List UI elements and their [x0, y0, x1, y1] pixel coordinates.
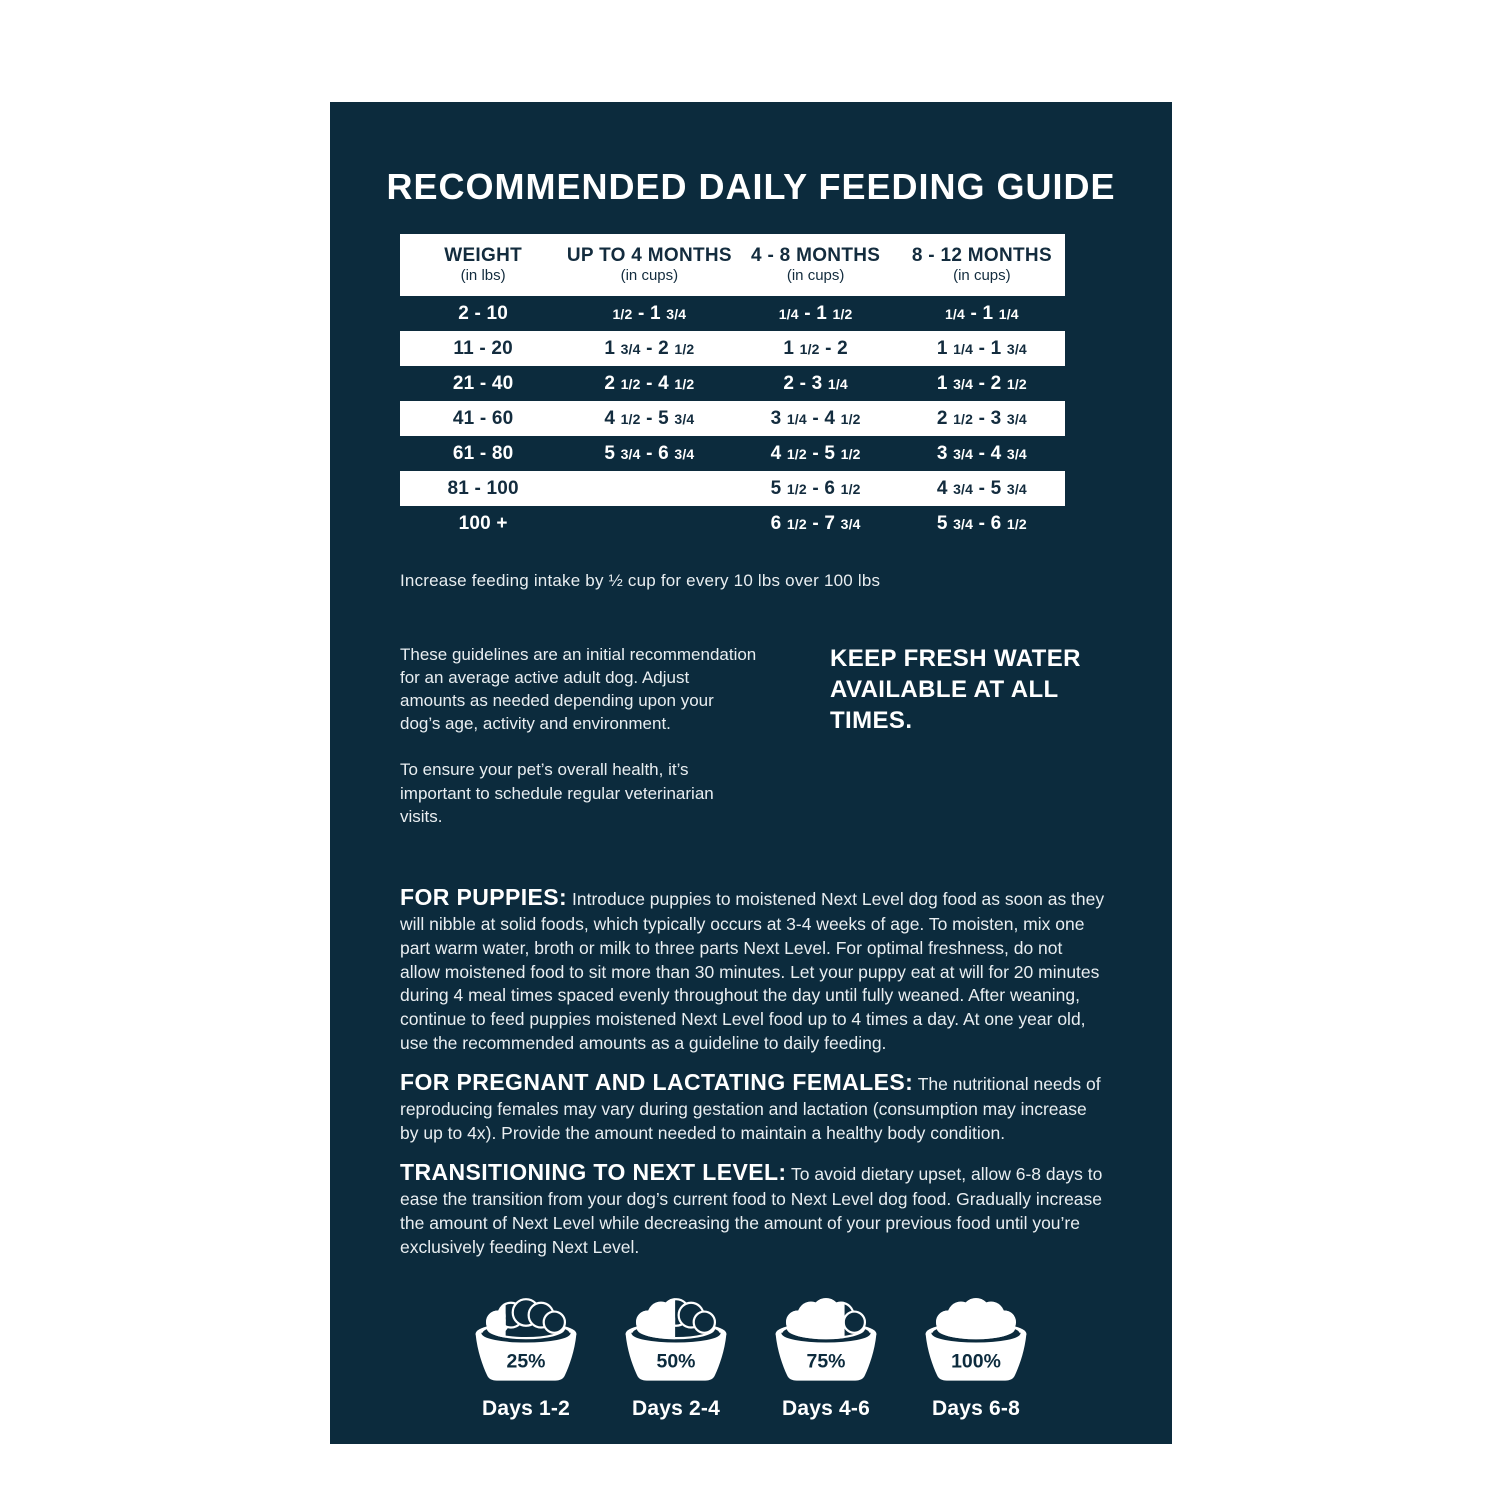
percent-label: 50% [656, 1350, 696, 1373]
cell-cups: 1/4 - 1 1/2 [778, 302, 853, 324]
percent-label: 75% [806, 1350, 846, 1373]
transition-step [763, 1293, 889, 1421]
cell-cups: 3 1/4 - 4 1/2 [770, 407, 861, 429]
cell-weight: 100 + [458, 512, 508, 534]
section-body: The nutritional needs of reproducing females may vary during gestation and lactation (consumption may increase by up to 4x). Provide the amount needed to maintain a healthy body condition. [400, 1073, 1101, 1143]
section-for-puppies [400, 882, 1105, 1056]
transition-bowls [330, 1293, 1172, 1421]
cell-cups: 1 1/2 - 2 [783, 337, 848, 359]
table-row [400, 506, 1065, 541]
header-8-12-months: 8 - 12 MONTHS (in cups) [911, 244, 1052, 284]
percent-label: 100% [951, 1350, 1001, 1373]
food-bowl-icon [614, 1293, 738, 1385]
days-label: Days 2-4 [632, 1397, 720, 1421]
section-heading: FOR PUPPIES: [400, 883, 568, 910]
food-bowl-icon [914, 1293, 1038, 1385]
cell-cups: 1 1/4 - 1 3/4 [936, 337, 1027, 359]
feeding-table [400, 234, 1065, 541]
transition-step [913, 1293, 1039, 1421]
days-label: Days 6-8 [932, 1397, 1020, 1421]
notes-row [400, 643, 1102, 828]
cell-cups: 4 1/2 - 5 3/4 [604, 407, 695, 429]
section-heading: FOR PREGNANT AND LACTATING FEMALES: [400, 1068, 914, 1095]
cell-cups: 5 3/4 - 6 3/4 [604, 442, 695, 464]
instruction-sections [400, 882, 1105, 1260]
cell-cups: 2 1/2 - 4 1/2 [604, 372, 695, 394]
feeding-guide-panel [330, 102, 1172, 1444]
percent-label: 25% [506, 1350, 546, 1373]
cell-cups: 5 3/4 - 6 1/2 [936, 512, 1027, 534]
feeding-table-header [400, 234, 1065, 296]
section-pregnant-lactating [400, 1067, 1105, 1146]
transition-step [613, 1293, 739, 1421]
food-bowl-icon [464, 1293, 588, 1385]
cell-weight: 21 - 40 [452, 372, 514, 394]
days-label: Days 4-6 [782, 1397, 870, 1421]
transition-step [463, 1293, 589, 1421]
section-heading: TRANSITIONING TO NEXT LEVEL: [400, 1158, 787, 1185]
table-row [400, 296, 1065, 331]
section-transitioning [400, 1157, 1105, 1260]
cell-weight: 41 - 60 [452, 407, 514, 429]
cell-weight: 61 - 80 [452, 442, 514, 464]
cell-cups: 2 - 3 1/4 [783, 372, 848, 394]
cell-weight: 11 - 20 [453, 337, 513, 359]
guidelines-text [400, 643, 758, 828]
cell-cups: 1 3/4 - 2 1/2 [604, 337, 695, 359]
header-up-to-4-months: UP TO 4 MONTHS (in cups) [566, 244, 732, 284]
cell-cups: 1/2 - 1 3/4 [612, 302, 687, 324]
cell-cups: 1/4 - 1 1/4 [944, 302, 1019, 324]
table-footnote: Increase feeding intake by ½ cup for every 10 lbs over 100 lbs [400, 571, 881, 590]
cell-cups: 5 1/2 - 6 1/2 [770, 477, 861, 499]
cell-cups: 1 3/4 - 2 1/2 [936, 372, 1027, 394]
section-body: To avoid dietary upset, allow 6-8 days to ease the transition from your dog’s current food to Next Level dog food. Gradually increase the amount of Next Level while decreasing the amount of your previous food until you’re exclusively feeding Next Level. [400, 1163, 1103, 1257]
cell-weight: 2 - 10 [458, 302, 509, 324]
section-body: Introduce puppies to moistened Next Level dog food as soon as they will nibble at solid foods, which typically occurs at 3-4 weeks of age. To moisten, mix one part warm water, broth or milk to three parts Next Level. For optimal freshness, do not allow moistened food to sit more than 30 minutes. Let your puppy eat at will for 20 minutes during 4 meal times spaced evenly throughout the day until fully weaned. After weaning, continue to feed puppies moistened Next Level food up to 4 times a day. At one year old, use the recommended amounts as a guideline to daily feeding. [400, 888, 1105, 1054]
vet-visits-paragraph: To ensure your pet’s overall health, it’s important to schedule regular veterinarian visits. [400, 760, 714, 826]
cell-cups: 4 3/4 - 5 3/4 [936, 477, 1027, 499]
cell-cups: 6 1/2 - 7 3/4 [770, 512, 861, 534]
header-weight: WEIGHT (in lbs) [444, 244, 523, 284]
cell-cups: 4 1/2 - 5 1/2 [770, 442, 861, 464]
table-row [400, 331, 1065, 366]
header-4-8-months: 4 - 8 MONTHS (in cups) [751, 244, 881, 284]
table-row [400, 401, 1065, 436]
food-bowl-icon [764, 1293, 888, 1385]
page-title: RECOMMENDED DAILY FEEDING GUIDE [386, 166, 1116, 207]
table-row [400, 366, 1065, 401]
table-row [400, 471, 1065, 506]
fresh-water-callout: KEEP FRESH WATER AVAILABLE AT ALL TIMES. [830, 645, 1081, 735]
table-row [400, 436, 1065, 471]
cell-cups: 2 1/2 - 3 3/4 [936, 407, 1027, 429]
cell-cups: 3 3/4 - 4 3/4 [936, 442, 1027, 464]
guidelines-paragraph: These guidelines are an initial recommendation for an average active adult dog. Adjust amounts as needed depending upon your dog’s age, activity and environment. [400, 645, 757, 734]
days-label: Days 1-2 [482, 1397, 570, 1421]
cell-weight: 81 - 100 [447, 477, 519, 499]
